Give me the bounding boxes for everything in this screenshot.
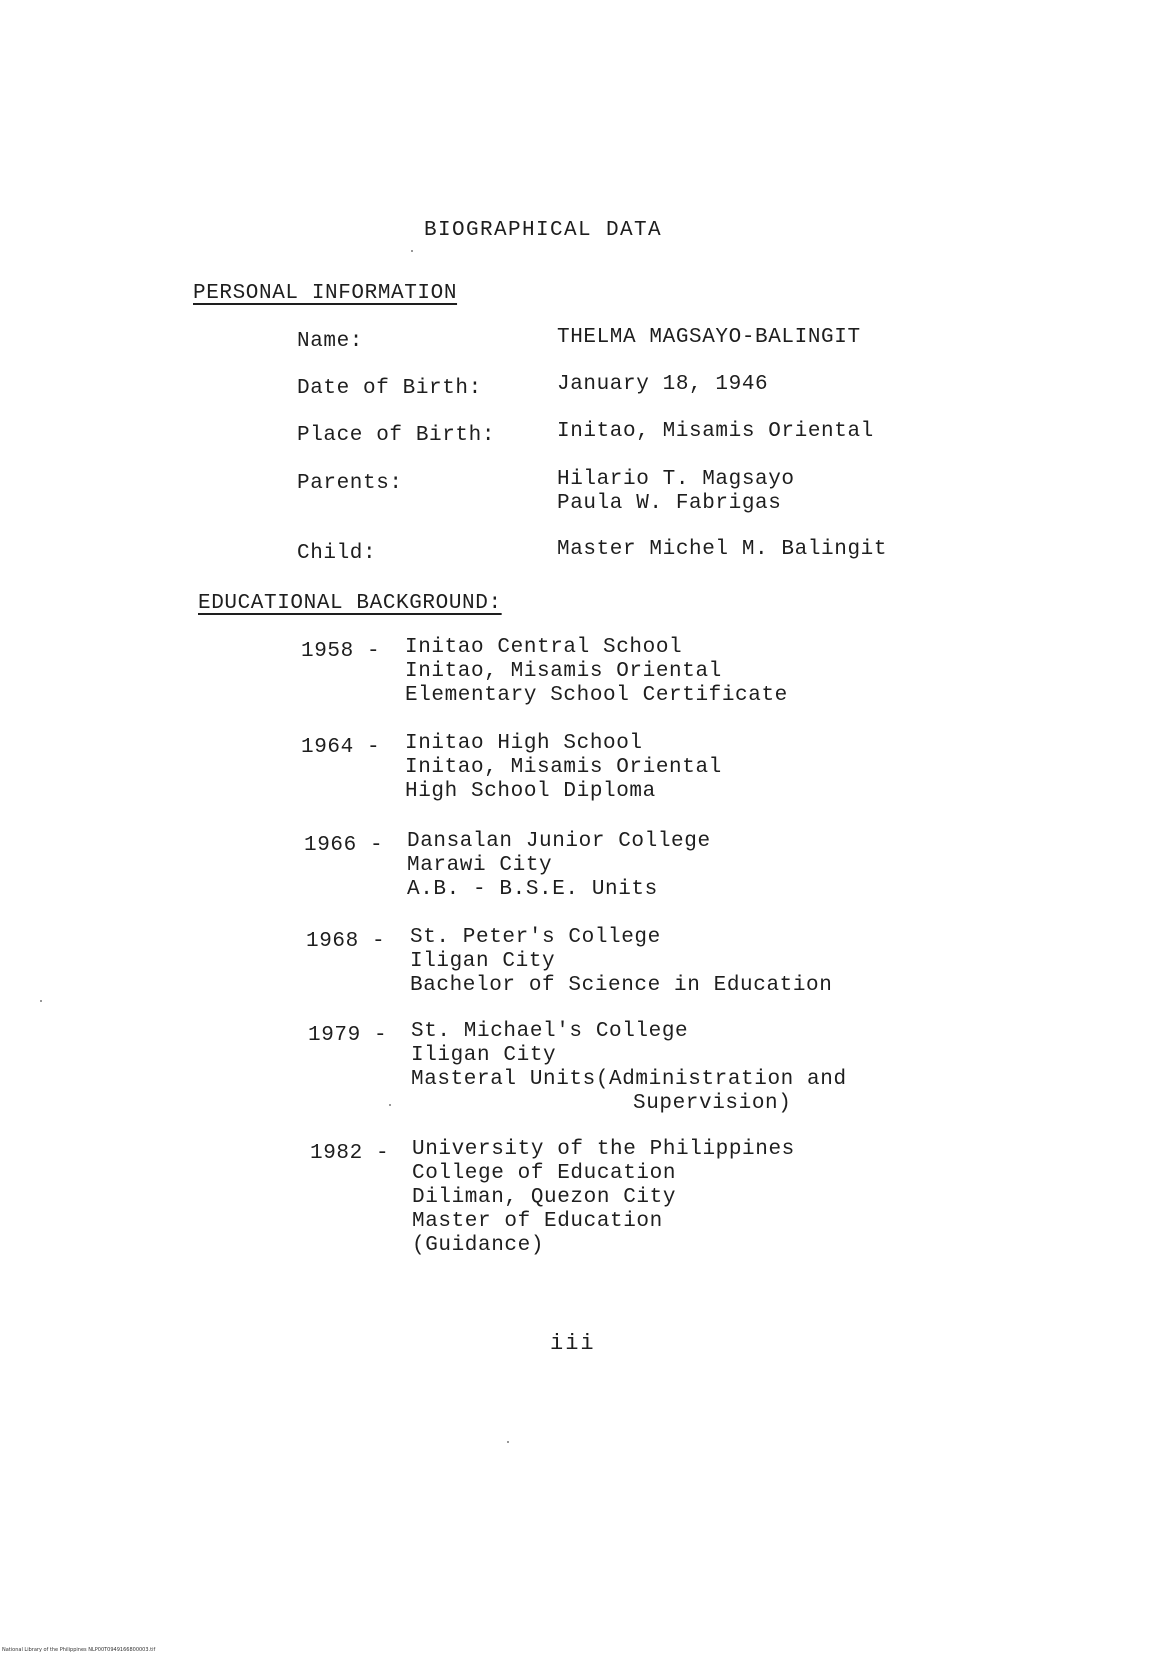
education-year: 1982 - [310,1142,390,1165]
personal-information-heading: PERSONAL INFORMATION [193,282,458,305]
education-line: Supervision) [633,1092,792,1115]
scan-speck [507,1441,509,1443]
education-line: A.B. - B.S.E. Units [407,878,658,901]
education-entry [407,830,711,902]
education-year: 1968 - [306,930,386,953]
education-line: High School Diploma [405,780,656,803]
education-line: Initao, Misamis Oriental [405,756,722,779]
education-line: Initao, Misamis Oriental [405,660,722,683]
education-line: Diliman, Quezon City [412,1186,677,1209]
education-line: Marawi City [407,854,553,877]
education-entry [411,1020,847,1116]
education-entry [410,926,832,998]
education-line: St. Peter's College [410,926,661,949]
parents-value-mother: Paula W. Fabrigas [557,492,782,515]
education-year: 1958 - [301,640,381,663]
name-label: Name: [297,330,364,353]
page-number: iii [550,1331,596,1356]
education-entry [405,636,788,708]
scan-speck [411,250,413,252]
education-line: Elementary School Certificate [405,684,788,707]
parents-label: Parents: [297,472,403,495]
education-line: University of the Philippines [412,1138,795,1161]
education-line: Dansalan Junior College [407,830,711,853]
education-line: Iligan City [410,950,556,973]
education-year: 1979 - [308,1024,388,1047]
date-of-birth-label: Date of Birth: [297,377,482,400]
parents-value-father: Hilario T. Magsayo [557,468,795,491]
education-line: Iligan City [411,1044,557,1067]
education-entry [405,732,722,804]
education-line: Initao High School [405,732,643,755]
education-year: 1966 - [304,834,384,857]
date-of-birth-value: January 18, 1946 [557,373,769,396]
scan-footer: National Library of the Philippines NLP00T0949166800003.tif [2,1647,156,1653]
scan-speck [389,1104,391,1106]
education-entry [412,1138,795,1258]
page-title: BIOGRAPHICAL DATA [424,219,663,242]
place-of-birth-label: Place of Birth: [297,424,496,447]
child-value: Master Michel M. Balingit [557,538,888,561]
education-line: College of Education [412,1162,677,1185]
scan-speck [40,1000,42,1002]
education-line: Masteral Units(Administration and [411,1068,847,1091]
name-value: THELMA MAGSAYO-BALINGIT [557,326,861,349]
education-line: (Guidance) [412,1234,545,1257]
education-line: Master of Education [412,1210,663,1233]
education-line: St. Michael's College [411,1020,689,1043]
child-label: Child: [297,542,377,565]
place-of-birth-value: Initao, Misamis Oriental [557,420,874,443]
education-year: 1964 - [301,736,381,759]
educational-background-heading: EDUCATIONAL BACKGROUND: [198,592,502,615]
education-line: Bachelor of Science in Education [410,974,833,997]
education-line: Initao Central School [405,636,683,659]
